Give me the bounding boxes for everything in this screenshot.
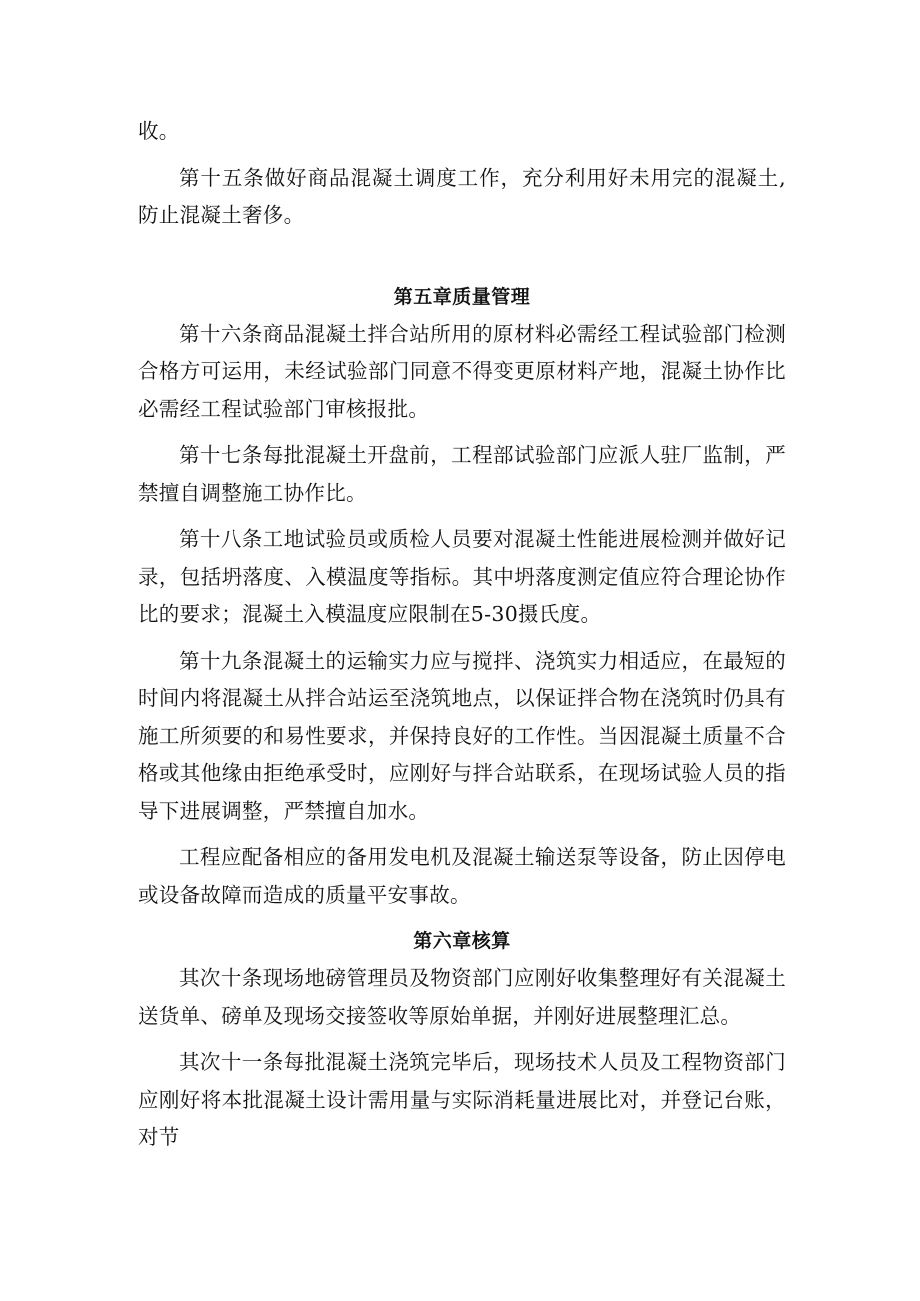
chapter-6-heading: 第六章核算 [413, 930, 511, 952]
chapter-5-heading: 第五章质量管理 [393, 285, 531, 308]
paragraph-article-16: 第十六条商品混凝土拌合站所用的原材料必需经工程试验部门检测合格方可运用，未经试验部门同意不得变更原材料产地，混凝土协作比必需经工程试验部门审核报批。 [138, 321, 786, 421]
paragraph-continuation: 收。 [138, 119, 180, 143]
paragraph-article-18: 第十八条工地试验员或质检人员要对混凝土性能进展检测并做好记录，包括坍落度、入模温度等指标。其中坍落度测定值应符合理论协作比的要求；混凝土入模温度应限制在5-30摄氏度。 [138, 527, 786, 626]
paragraph-article-17: 第十七条每批混凝土开盘前，工程部试验部门应派人驻厂监制，严禁擅自调整施工协作比。 [138, 443, 786, 505]
paragraph-article-15: 第十五条做好商品混凝土调度工作，充分利用好未用完的混凝土,防止混凝土奢侈。 [138, 165, 786, 227]
paragraph-equipment: 工程应配备相应的备用发电机及混凝土输送泵等设备，防止因停电或设备故障而造成的质量平安事故。 [138, 845, 786, 907]
paragraph-article-21: 其次十一条每批混凝土浇筑完毕后，现场技术人员及工程物资部门应刚好将本批混凝土设计需用量与实际消耗量进展比对，并登记台账，对节 [138, 1050, 786, 1149]
paragraph-article-20: 其次十条现场地磅管理员及物资部门应刚好收集整理好有关混凝土送货单、磅单及现场交接签收等原始单据，并刚好进展整理汇总。 [138, 966, 786, 1028]
document-page [138, 113, 786, 1157]
paragraph-article-19: 第十九条混凝土的运输实力应与搅拌、浇筑实力相适应，在最短的时间内将混凝土从拌合站运至浇筑地点，以保证拌合物在浇筑时仍具有施工所须要的和易性要求，并保持良好的工作性。当因混凝土质量不合格或其他缘由拒绝承受时，应刚好与拌合站联系，在现场试验人员的指导下进展调整，严禁擅自加水。 [138, 648, 786, 823]
